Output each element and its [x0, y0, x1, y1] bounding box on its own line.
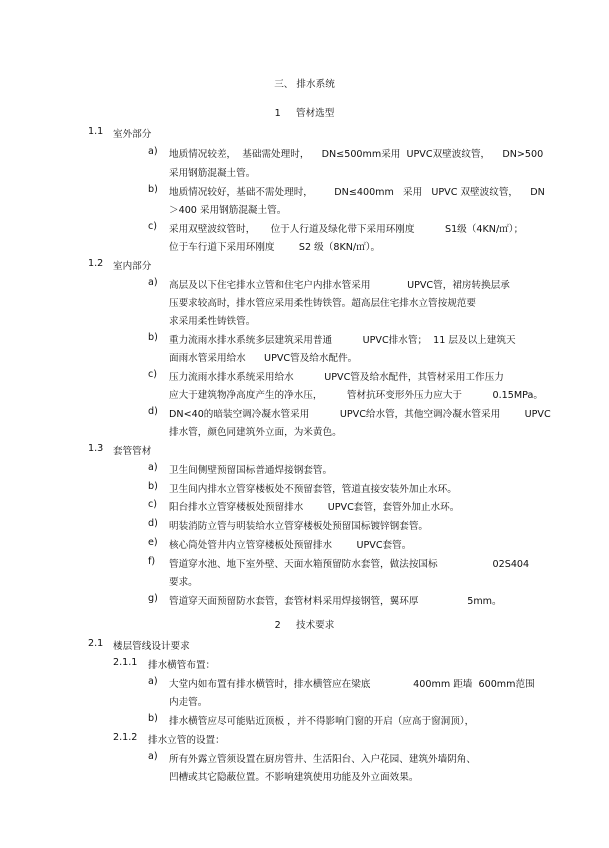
item-text: 地质情况较差， 基础需处理时， DN≤500mm采用 UPVC双壁波纹管， DN>500 — [169, 149, 544, 160]
item-text: 面雨水管采用给水 UPVC管及给水配件。 — [169, 353, 358, 364]
section-2-1-1-title: 排水横管布置： — [148, 660, 216, 671]
item-text: 排水横管应尽可能贴近顶板 ，并不得影响门窗的开启（应高于窗洞顶）， — [169, 716, 475, 727]
item-text: 压力流雨水排水系统采用给水 UPVC管及给水配件，其管材采用工作压力 — [169, 372, 504, 383]
item-text: 采用双壁波纹管时， 位于人行道及绿化带下采用环刚度 S1级（4KN/㎡）； — [169, 224, 524, 235]
section-2-1-title: 楼层管线设计要求 — [113, 641, 190, 652]
item-text: 应大于建筑物净高度产生的净水压， 管材抗环变形外压力应大于 0.15MPa。 — [169, 390, 543, 401]
section-2-1-2-title: 排水立管的设置： — [148, 735, 225, 746]
section-2-1-2-number: 2.1.2 — [113, 732, 138, 743]
section-1-heading — [0, 105, 609, 119]
item-label: g) — [148, 593, 158, 604]
item-label: a) — [148, 676, 158, 687]
section-1-3-number: 1.3 — [88, 443, 104, 454]
item-text: 地质情况较好，基础不需处理时， DN≤400mm 采用 UPVC 双壁波纹管， DN — [169, 187, 545, 198]
item-text: 排水管，颜色同建筑外立面，为米黄色。 — [169, 427, 342, 438]
item-text: 大堂内如布置有排水横管时，排水横管应在梁底 400mm 距墙 600mm范围 — [169, 679, 535, 690]
chapter-title: 三、 排水系统 — [274, 79, 335, 90]
item-label: a) — [148, 462, 158, 473]
item-text: 管道穿天面预留防水套管，套管材料采用焊接钢管，翼环厚 5mm。 — [169, 596, 502, 607]
item-text: 重力流雨水排水系统多层建筑采用普通 UPVC排水管； 11 层及以上建筑天 — [169, 335, 516, 346]
item-label: c) — [148, 369, 158, 380]
item-text: 所有外露立管须设置在厨房管井、生活阳台、入户花园、建筑外墙阴角、 — [169, 754, 476, 765]
item-label: b) — [148, 184, 158, 195]
item-label: b) — [148, 481, 158, 492]
item-label: f) — [148, 556, 156, 567]
item-label: c) — [148, 221, 158, 232]
item-text: 内走管。 — [169, 697, 208, 708]
item-label: e) — [148, 537, 158, 548]
item-label: a) — [148, 277, 158, 288]
item-text: 高层及以下住宅排水立管和住宅户内排水管采用 UPVC管，裙房转换层承 — [169, 280, 510, 291]
section-1-1-title: 室外部分 — [113, 129, 152, 140]
item-label: d) — [148, 406, 158, 417]
item-text: 阳台排水立管穿楼板处预留排水 UPVC套管，套管外加止水环。 — [169, 502, 460, 513]
section-1-1-number: 1.1 — [88, 126, 104, 137]
item-text: 凹槽或其它隐蔽位置。不影响建筑使用功能及外立面效果。 — [169, 772, 419, 783]
item-label: a) — [148, 146, 158, 157]
item-text: 位于车行道下采用环刚度 S2 级（8KN/㎡）。 — [169, 242, 381, 253]
section-1-2-title: 室内部分 — [113, 261, 152, 272]
item-label: d) — [148, 518, 158, 529]
item-text: DN<40的暗装空调冷凝水管采用 UPVC给水管，其他空调冷凝水管采用 UPVC — [169, 409, 551, 420]
section-2-number: 2 — [274, 620, 281, 631]
item-text: 卫生间侧壁预留国标普通焊接钢套管。 — [169, 465, 333, 476]
item-text: 压要求较高时，排水管应采用柔性铸铁管。超高层住宅排水立管按规范要 — [169, 298, 476, 309]
section-1-title: 管材选型 — [295, 108, 335, 119]
section-1-3-title: 套管管材 — [113, 446, 152, 457]
item-text: 要求。 — [169, 577, 198, 588]
section-2-heading — [0, 617, 609, 631]
item-text: 核心筒处管井内立管穿楼板处预留排水 UPVC套管。 — [169, 540, 412, 551]
item-label: c) — [148, 499, 158, 510]
item-text: 明装消防立管与明装给水立管穿楼板处预留国标镀锌钢套管。 — [169, 521, 429, 532]
item-text: 采用钢筋混凝土管。 — [169, 168, 256, 179]
section-1-2-number: 1.2 — [88, 258, 104, 269]
item-text: 求采用柔性铸铁管。 — [169, 316, 256, 327]
section-1-number: 1 — [274, 108, 281, 119]
section-2-1-number: 2.1 — [88, 638, 104, 649]
item-text: 卫生间内排水立管穿楼板处不预留套管，管道直接安装外加止水环。 — [169, 484, 457, 495]
item-label: a) — [148, 751, 158, 762]
item-label: b) — [148, 332, 158, 343]
item-text: 管道穿水池、地下室外壁、天面水箱预留防水套管，做法按国标 02S404 — [169, 559, 530, 570]
section-2-title: 技术要求 — [295, 620, 335, 631]
section-2-1-1-number: 2.1.1 — [113, 657, 138, 668]
item-text: ＞400 采用钢筋混凝土管。 — [169, 205, 287, 216]
item-label: b) — [148, 713, 158, 724]
